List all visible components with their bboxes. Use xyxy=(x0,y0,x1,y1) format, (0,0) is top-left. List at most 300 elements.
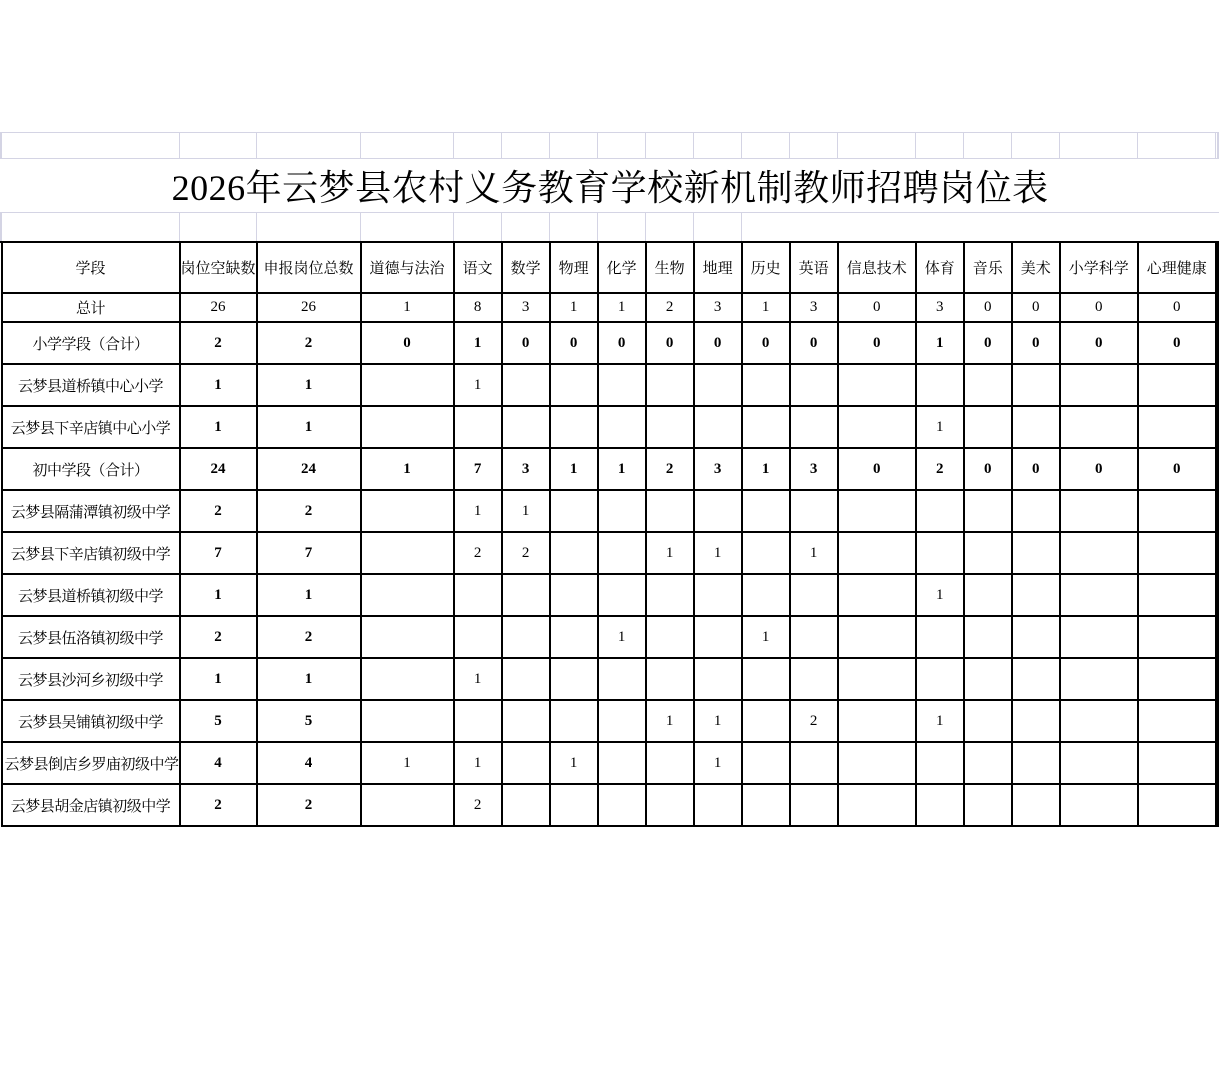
subject-count-cell xyxy=(742,784,790,826)
subject-count-cell xyxy=(361,574,454,616)
subject-count-cell: 0 xyxy=(838,293,916,322)
subject-count-cell xyxy=(550,364,598,406)
subject-count-cell xyxy=(742,406,790,448)
subject-count-cell xyxy=(1138,406,1216,448)
subject-count-cell: 1 xyxy=(694,700,742,742)
title-row xyxy=(1,159,1219,213)
subject-count-cell: 3 xyxy=(694,293,742,322)
partial-cell xyxy=(1216,574,1218,616)
subject-count-cell: 1 xyxy=(550,742,598,784)
empty-cell xyxy=(742,213,790,243)
subject-count-cell xyxy=(790,490,838,532)
empty-cell xyxy=(790,133,838,159)
declared-cell: 1 xyxy=(257,364,361,406)
subject-count-cell: 2 xyxy=(646,293,694,322)
subject-count-cell xyxy=(454,406,502,448)
subject-count-cell xyxy=(361,616,454,658)
subject-count-cell xyxy=(1138,490,1216,532)
empty-cell xyxy=(646,213,694,243)
declared-cell: 4 xyxy=(257,742,361,784)
subject-count-cell xyxy=(598,742,646,784)
subject-count-cell xyxy=(502,616,550,658)
subject-count-cell xyxy=(838,742,916,784)
row-label: 云梦县道桥镇初级中学 xyxy=(2,574,180,616)
subject-count-cell xyxy=(916,616,964,658)
subject-count-cell: 1 xyxy=(361,448,454,490)
empty-cell xyxy=(964,133,1012,159)
subject-count-cell xyxy=(1138,700,1216,742)
subject-count-cell xyxy=(1012,490,1060,532)
empty-cell xyxy=(1012,213,1060,243)
subject-count-cell: 3 xyxy=(916,293,964,322)
subject-count-cell xyxy=(694,364,742,406)
subject-count-cell xyxy=(964,616,1012,658)
subject-count-cell: 1 xyxy=(790,532,838,574)
subject-count-cell xyxy=(916,532,964,574)
header-stage: 学段 xyxy=(2,242,180,293)
subject-count-cell: 1 xyxy=(646,532,694,574)
subject-count-cell xyxy=(1138,364,1216,406)
header-subject: 心理健康 xyxy=(1138,242,1216,293)
declared-cell: 7 xyxy=(257,532,361,574)
partial-cell xyxy=(1216,406,1218,448)
partial-cell xyxy=(1216,616,1218,658)
header-subject: 生物 xyxy=(646,242,694,293)
subject-count-cell: 2 xyxy=(646,448,694,490)
header-subject: 化学 xyxy=(598,242,646,293)
subject-count-cell xyxy=(964,658,1012,700)
subject-count-cell: 1 xyxy=(916,406,964,448)
subject-count-cell xyxy=(742,742,790,784)
subject-count-cell xyxy=(1012,532,1060,574)
subject-count-cell xyxy=(742,490,790,532)
subject-count-cell xyxy=(964,364,1012,406)
subject-count-cell xyxy=(598,658,646,700)
empty-cell xyxy=(454,133,502,159)
total-row xyxy=(1,293,1219,322)
subject-count-cell xyxy=(1060,784,1138,826)
subject-count-cell xyxy=(502,742,550,784)
empty-cell xyxy=(916,133,964,159)
subject-count-cell xyxy=(742,700,790,742)
subject-count-cell xyxy=(838,364,916,406)
declared-cell: 5 xyxy=(257,700,361,742)
subject-count-cell xyxy=(646,364,694,406)
subject-count-cell: 1 xyxy=(694,532,742,574)
subject-count-cell xyxy=(598,406,646,448)
partial-cell xyxy=(1216,364,1218,406)
subject-count-cell xyxy=(1138,742,1216,784)
subject-count-cell xyxy=(361,406,454,448)
subject-count-cell xyxy=(790,406,838,448)
header-partial xyxy=(1216,242,1218,293)
subject-count-cell: 2 xyxy=(454,532,502,574)
subject-count-cell: 0 xyxy=(1138,322,1216,364)
row-label: 小学学段（合计） xyxy=(2,322,180,364)
subject-count-cell xyxy=(1012,574,1060,616)
subject-count-cell xyxy=(1060,406,1138,448)
vacancies-cell: 1 xyxy=(180,574,257,616)
subject-count-cell xyxy=(598,532,646,574)
school-row xyxy=(1,406,1219,448)
subject-count-cell: 1 xyxy=(598,448,646,490)
subject-count-cell xyxy=(790,742,838,784)
subject-count-cell xyxy=(646,616,694,658)
empty-cell xyxy=(694,213,742,243)
subject-count-cell xyxy=(1012,700,1060,742)
subject-count-cell xyxy=(454,700,502,742)
school-row xyxy=(1,574,1219,616)
subject-count-cell xyxy=(694,406,742,448)
vacancies-cell: 7 xyxy=(180,532,257,574)
subject-count-cell xyxy=(1138,574,1216,616)
subject-count-cell xyxy=(916,784,964,826)
subject-count-cell: 0 xyxy=(1012,322,1060,364)
empty-cell xyxy=(180,213,257,243)
subject-count-cell xyxy=(598,574,646,616)
vacancies-cell: 1 xyxy=(180,658,257,700)
row-label: 云梦县隔蒲潭镇初级中学 xyxy=(2,490,180,532)
subject-count-cell xyxy=(1012,658,1060,700)
subject-count-cell: 0 xyxy=(1060,322,1138,364)
empty-cell xyxy=(2,213,180,243)
empty-cell xyxy=(257,133,361,159)
empty-cell xyxy=(598,213,646,243)
subject-count-cell xyxy=(550,700,598,742)
school-row xyxy=(1,658,1219,700)
declared-cell: 2 xyxy=(257,322,361,364)
subtotal-row xyxy=(1,448,1219,490)
subject-count-cell: 0 xyxy=(1012,448,1060,490)
subject-count-cell: 2 xyxy=(790,700,838,742)
row-label: 总计 xyxy=(2,293,180,322)
subject-count-cell: 2 xyxy=(454,784,502,826)
subject-count-cell: 0 xyxy=(964,322,1012,364)
subject-count-cell xyxy=(964,490,1012,532)
subject-count-cell xyxy=(502,406,550,448)
subject-count-cell: 1 xyxy=(646,700,694,742)
subtotal-row xyxy=(1,322,1219,364)
subject-count-cell: 1 xyxy=(454,658,502,700)
subject-count-cell xyxy=(916,364,964,406)
subject-count-cell: 1 xyxy=(361,742,454,784)
subject-count-cell xyxy=(1060,700,1138,742)
subject-count-cell xyxy=(1060,364,1138,406)
subject-count-cell xyxy=(1012,616,1060,658)
subject-count-cell xyxy=(361,364,454,406)
subject-count-cell: 1 xyxy=(916,700,964,742)
empty-cell xyxy=(1012,133,1060,159)
subject-count-cell xyxy=(1060,532,1138,574)
page-title xyxy=(2,159,1219,213)
title-text: 2026年云梦县农村义务教育学校新机制教师招聘岗位表 xyxy=(171,168,1049,208)
empty-cell xyxy=(790,213,838,243)
subject-count-cell xyxy=(1060,742,1138,784)
subject-count-cell xyxy=(646,406,694,448)
partial-cell xyxy=(1216,490,1218,532)
subject-count-cell: 1 xyxy=(742,616,790,658)
subject-count-cell xyxy=(1138,532,1216,574)
subject-count-cell xyxy=(361,784,454,826)
subject-count-cell xyxy=(694,490,742,532)
subject-count-cell xyxy=(694,574,742,616)
subject-count-cell: 1 xyxy=(454,490,502,532)
subject-count-cell: 1 xyxy=(502,490,550,532)
declared-cell: 2 xyxy=(257,616,361,658)
school-row xyxy=(1,784,1219,826)
subject-count-cell: 0 xyxy=(838,322,916,364)
vacancies-cell: 2 xyxy=(180,616,257,658)
subject-count-cell xyxy=(361,658,454,700)
subject-count-cell: 2 xyxy=(916,448,964,490)
subject-count-cell xyxy=(838,574,916,616)
subject-count-cell: 0 xyxy=(1060,448,1138,490)
subject-count-cell xyxy=(694,658,742,700)
subject-count-cell xyxy=(1060,616,1138,658)
subject-count-cell: 8 xyxy=(454,293,502,322)
subject-count-cell: 0 xyxy=(646,322,694,364)
subject-count-cell xyxy=(742,364,790,406)
declared-cell: 26 xyxy=(257,293,361,322)
subject-count-cell xyxy=(742,574,790,616)
vacancies-cell: 1 xyxy=(180,406,257,448)
partial-cell xyxy=(1216,784,1218,826)
subject-count-cell xyxy=(646,574,694,616)
subject-count-cell xyxy=(838,700,916,742)
subject-count-cell xyxy=(964,700,1012,742)
school-row xyxy=(1,700,1219,742)
blank-row xyxy=(1,213,1219,243)
header-subject: 信息技术 xyxy=(838,242,916,293)
school-row xyxy=(1,616,1219,658)
school-row xyxy=(1,490,1219,532)
subject-count-cell xyxy=(550,574,598,616)
subject-count-cell xyxy=(1138,784,1216,826)
partial-cell xyxy=(1216,532,1218,574)
row-label: 云梦县下辛店镇中心小学 xyxy=(2,406,180,448)
subject-count-cell xyxy=(1012,742,1060,784)
vacancies-cell: 24 xyxy=(180,448,257,490)
header-subject: 语文 xyxy=(454,242,502,293)
subject-count-cell xyxy=(790,364,838,406)
vacancies-cell: 4 xyxy=(180,742,257,784)
empty-cell xyxy=(550,213,598,243)
subject-count-cell: 1 xyxy=(598,293,646,322)
subject-count-cell: 0 xyxy=(964,448,1012,490)
header-vacancies: 岗位空缺数 xyxy=(180,242,257,293)
school-row xyxy=(1,532,1219,574)
empty-cell xyxy=(1060,213,1138,243)
subject-count-cell xyxy=(916,490,964,532)
row-label: 云梦县沙河乡初级中学 xyxy=(2,658,180,700)
subject-count-cell xyxy=(1138,616,1216,658)
school-row xyxy=(1,364,1219,406)
declared-cell: 1 xyxy=(257,658,361,700)
partial-cell xyxy=(1216,322,1218,364)
subject-count-cell xyxy=(1012,364,1060,406)
subject-count-cell: 1 xyxy=(694,742,742,784)
subject-count-cell: 1 xyxy=(454,364,502,406)
header-subject: 数学 xyxy=(502,242,550,293)
vacancies-cell: 2 xyxy=(180,490,257,532)
subject-count-cell xyxy=(790,574,838,616)
empty-cell xyxy=(838,133,916,159)
empty-cell xyxy=(646,133,694,159)
vacancies-cell: 2 xyxy=(180,322,257,364)
empty-cell xyxy=(742,133,790,159)
subject-count-cell: 1 xyxy=(550,448,598,490)
subject-count-cell: 1 xyxy=(742,448,790,490)
partial-cell xyxy=(1216,448,1218,490)
subject-count-cell: 0 xyxy=(1138,448,1216,490)
subject-count-cell xyxy=(646,490,694,532)
subject-count-cell xyxy=(1060,490,1138,532)
subject-count-cell xyxy=(916,658,964,700)
subject-count-cell xyxy=(550,658,598,700)
subject-count-cell xyxy=(646,784,694,826)
header-subject: 小学科学 xyxy=(1060,242,1138,293)
school-row xyxy=(1,742,1219,784)
vacancies-cell: 1 xyxy=(180,364,257,406)
empty-cell xyxy=(550,133,598,159)
subject-count-cell: 0 xyxy=(598,322,646,364)
subject-count-cell xyxy=(361,490,454,532)
subject-count-cell: 0 xyxy=(1060,293,1138,322)
vacancies-cell: 2 xyxy=(180,784,257,826)
subject-count-cell xyxy=(1138,658,1216,700)
subject-count-cell xyxy=(550,406,598,448)
header-subject: 英语 xyxy=(790,242,838,293)
vacancies-cell: 5 xyxy=(180,700,257,742)
subject-count-cell: 1 xyxy=(361,293,454,322)
subject-count-cell xyxy=(964,784,1012,826)
row-label: 云梦县吴铺镇初级中学 xyxy=(2,700,180,742)
empty-cell xyxy=(2,133,180,159)
blank-row xyxy=(1,133,1219,159)
subject-count-cell xyxy=(646,658,694,700)
header-subject: 历史 xyxy=(742,242,790,293)
header-subject: 美术 xyxy=(1012,242,1060,293)
subject-count-cell xyxy=(790,658,838,700)
empty-cell xyxy=(1060,133,1138,159)
declared-cell: 1 xyxy=(257,574,361,616)
subject-count-cell xyxy=(790,616,838,658)
declared-cell: 24 xyxy=(257,448,361,490)
row-label: 云梦县伍洛镇初级中学 xyxy=(2,616,180,658)
subject-count-cell xyxy=(964,406,1012,448)
header-declared: 申报岗位总数 xyxy=(257,242,361,293)
declared-cell: 2 xyxy=(257,490,361,532)
empty-cell xyxy=(454,213,502,243)
subject-count-cell xyxy=(454,574,502,616)
subject-count-cell xyxy=(502,700,550,742)
subject-count-cell xyxy=(550,784,598,826)
subject-count-cell xyxy=(1060,574,1138,616)
header-subject: 体育 xyxy=(916,242,964,293)
empty-cell xyxy=(361,133,454,159)
subject-count-cell xyxy=(361,532,454,574)
subject-count-cell xyxy=(550,616,598,658)
declared-cell: 1 xyxy=(257,406,361,448)
empty-cell xyxy=(502,213,550,243)
header-subject: 道德与法治 xyxy=(361,242,454,293)
subject-count-cell: 7 xyxy=(454,448,502,490)
header-subject: 音乐 xyxy=(964,242,1012,293)
row-label: 云梦县下辛店镇初级中学 xyxy=(2,532,180,574)
subject-count-cell xyxy=(964,574,1012,616)
subject-count-cell: 0 xyxy=(361,322,454,364)
subject-count-cell xyxy=(916,742,964,784)
empty-cell xyxy=(598,133,646,159)
subject-count-cell: 1 xyxy=(742,293,790,322)
partial-cell xyxy=(1216,293,1218,322)
subject-count-cell xyxy=(838,784,916,826)
empty-cell xyxy=(1138,133,1216,159)
subject-count-cell xyxy=(502,784,550,826)
subject-count-cell xyxy=(502,658,550,700)
subject-count-cell: 0 xyxy=(1138,293,1216,322)
empty-cell xyxy=(502,133,550,159)
subject-count-cell xyxy=(742,658,790,700)
row-label: 云梦县倒店乡罗庙初级中学 xyxy=(2,742,180,784)
subject-count-cell: 0 xyxy=(694,322,742,364)
empty-cell xyxy=(180,133,257,159)
subject-count-cell xyxy=(1012,784,1060,826)
empty-cell xyxy=(964,213,1012,243)
partial-cell xyxy=(1216,658,1218,700)
empty-cell xyxy=(257,213,361,243)
subject-count-cell xyxy=(646,742,694,784)
subject-count-cell xyxy=(838,658,916,700)
subject-count-cell: 2 xyxy=(502,532,550,574)
subject-count-cell: 1 xyxy=(454,322,502,364)
subject-count-cell xyxy=(550,490,598,532)
subject-count-cell: 0 xyxy=(964,293,1012,322)
row-label: 初中学段（合计） xyxy=(2,448,180,490)
subject-count-cell xyxy=(838,616,916,658)
header-subject: 物理 xyxy=(550,242,598,293)
empty-cell xyxy=(838,213,916,243)
subject-count-cell xyxy=(361,700,454,742)
empty-cell xyxy=(361,213,454,243)
header-row xyxy=(1,242,1219,293)
subject-count-cell: 3 xyxy=(502,293,550,322)
empty-cell xyxy=(916,213,964,243)
subject-count-cell: 1 xyxy=(916,322,964,364)
subject-count-cell: 1 xyxy=(454,742,502,784)
subject-count-cell: 1 xyxy=(916,574,964,616)
subject-count-cell xyxy=(964,532,1012,574)
empty-cell xyxy=(1138,213,1216,243)
declared-cell: 2 xyxy=(257,784,361,826)
subject-count-cell xyxy=(454,616,502,658)
subject-count-cell xyxy=(694,784,742,826)
subject-count-cell xyxy=(1012,406,1060,448)
subject-count-cell xyxy=(694,616,742,658)
row-label: 云梦县道桥镇中心小学 xyxy=(2,364,180,406)
vacancies-cell: 26 xyxy=(180,293,257,322)
partial-cell xyxy=(1216,700,1218,742)
subject-count-cell: 1 xyxy=(598,616,646,658)
subject-count-cell xyxy=(598,784,646,826)
subject-count-cell xyxy=(502,364,550,406)
subject-count-cell: 3 xyxy=(694,448,742,490)
empty-cell xyxy=(694,133,742,159)
subject-count-cell xyxy=(964,742,1012,784)
recruitment-table xyxy=(0,132,1219,827)
subject-count-cell xyxy=(790,784,838,826)
subject-count-cell xyxy=(838,406,916,448)
